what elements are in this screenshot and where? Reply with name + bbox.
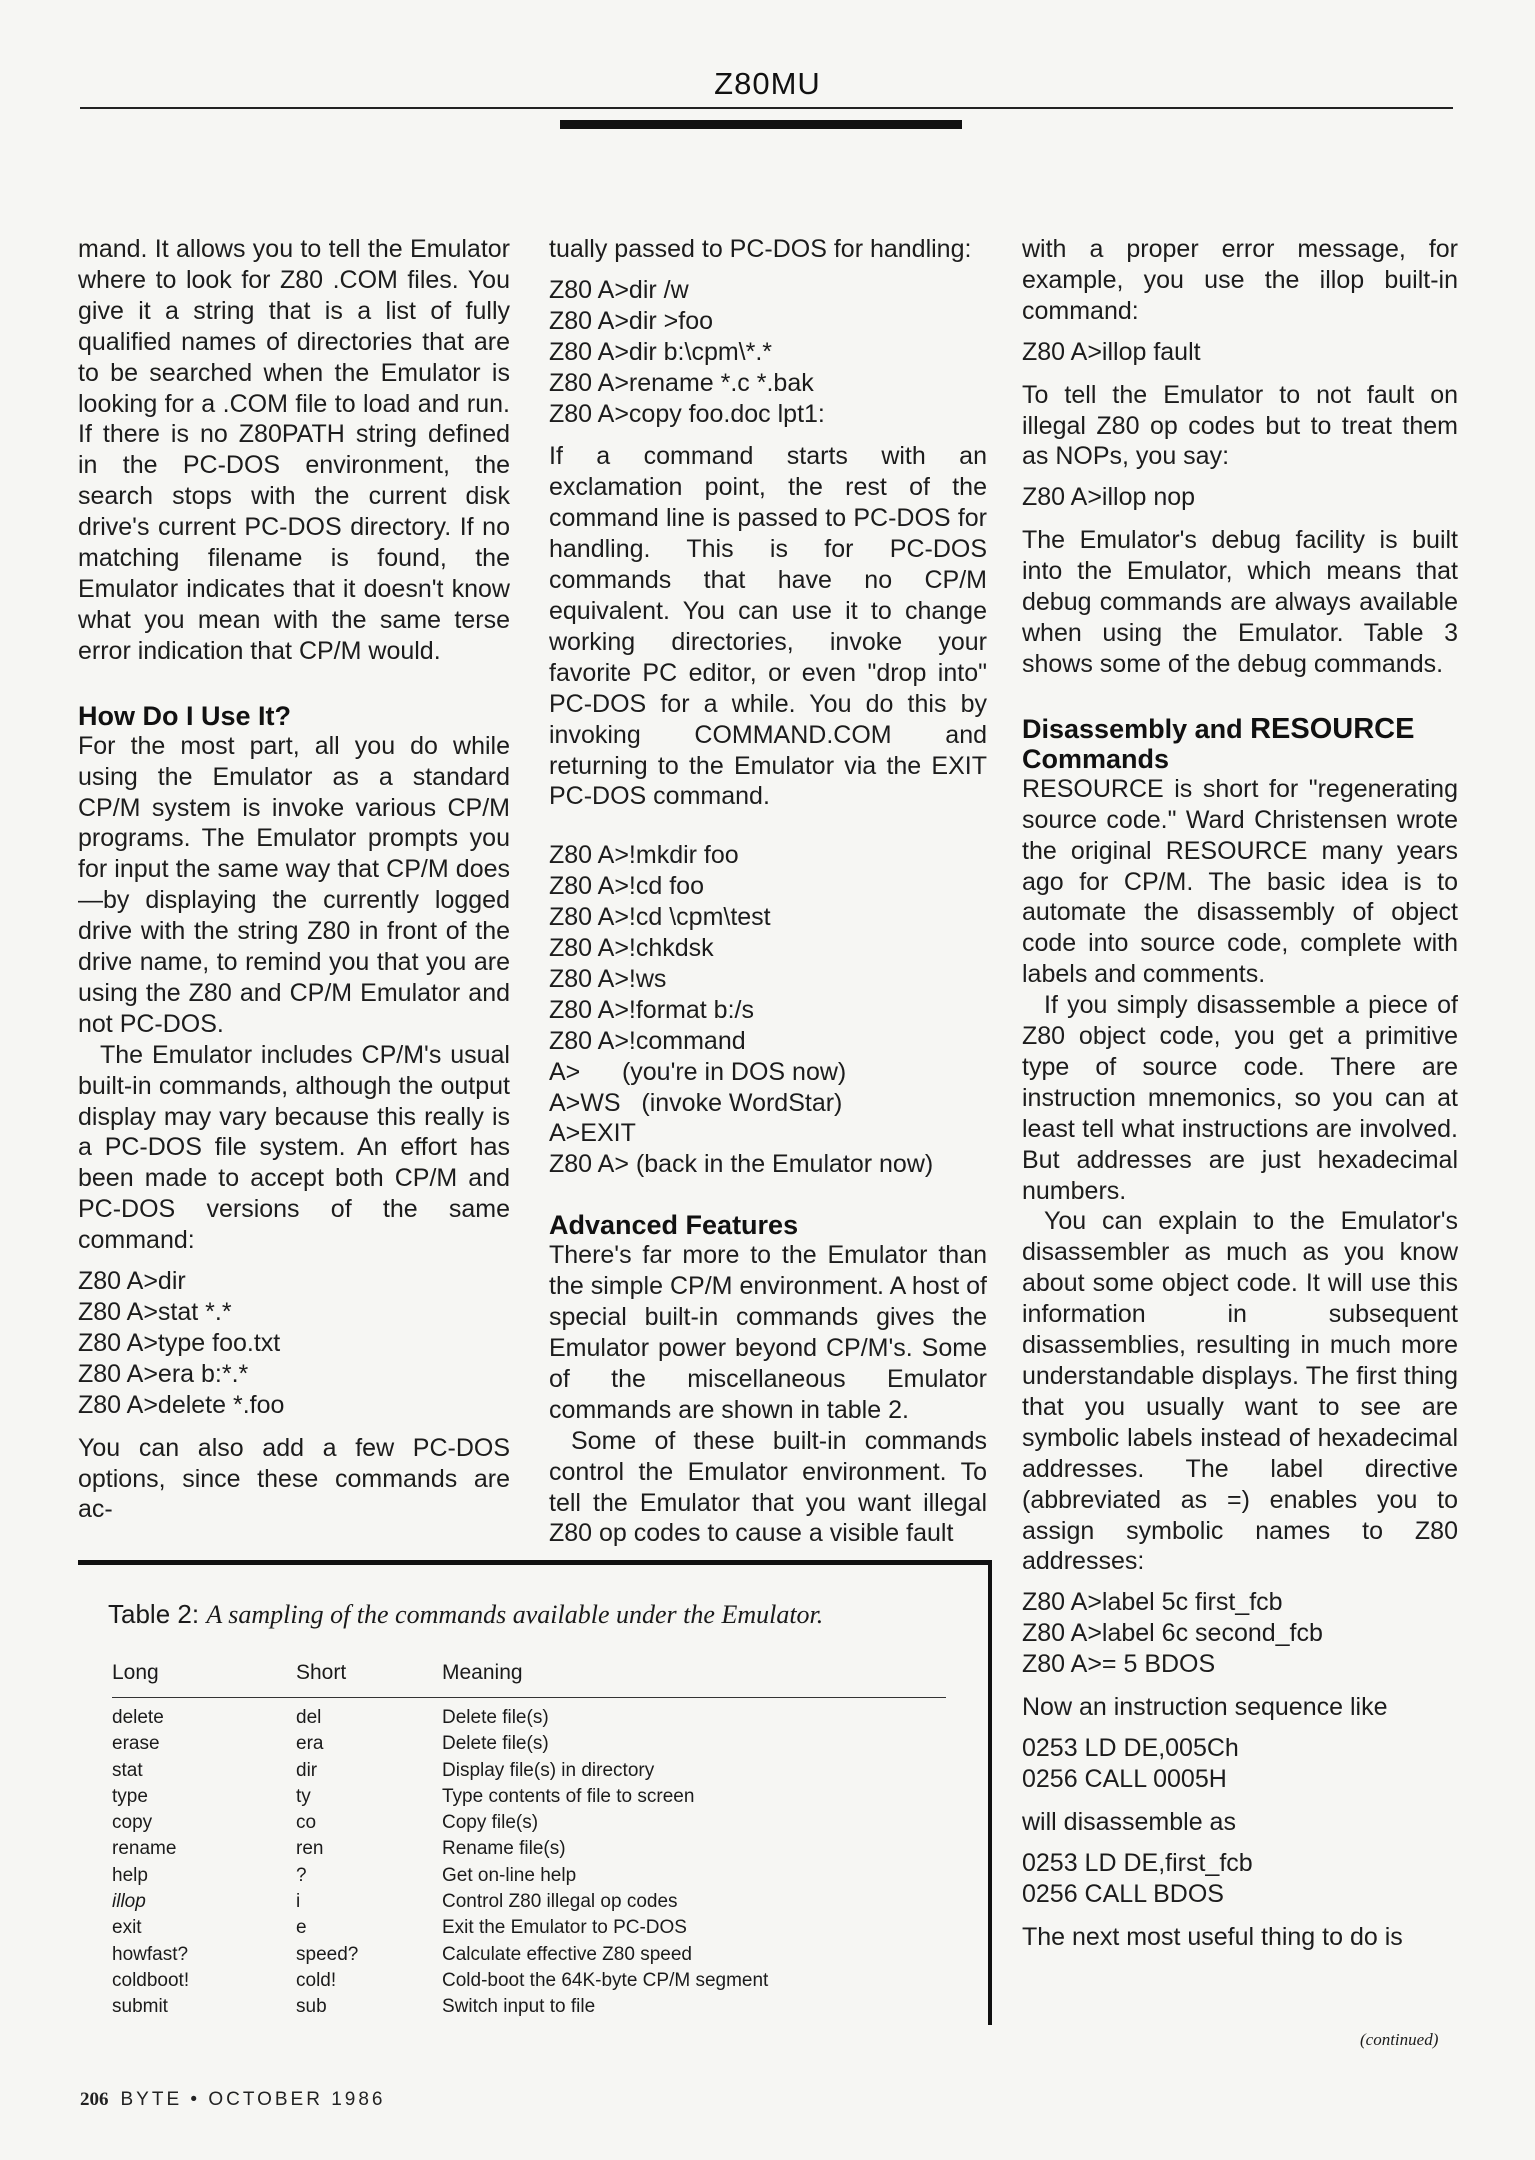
code-block xyxy=(1022,482,1458,513)
code-line: A>EXIT xyxy=(549,1119,636,1148)
paragraph: To tell the Emulator to not fault on illegal Z80 op codes but to treat them as NOPs, you say: xyxy=(1022,380,1458,471)
table-row xyxy=(112,1863,946,1889)
table-row xyxy=(112,1942,946,1968)
code-line: Z80 A>dir xyxy=(78,1267,186,1296)
paragraph: You can also add a few PC-DOS options, since these commands are ac- xyxy=(78,1433,510,1524)
publication-line: BYTE • OCTOBER 1986 xyxy=(120,2089,386,2110)
cell-long: howfast? xyxy=(112,1943,189,1965)
code-line: Z80 A>!command xyxy=(549,1026,746,1055)
code-line: Z80 A>= 5 BDOS xyxy=(1022,1650,1216,1679)
code-line: A> (you're in DOS now) xyxy=(549,1057,847,1086)
code-line: Z80 A>!ws xyxy=(549,964,667,993)
cell-short: ? xyxy=(296,1864,307,1886)
cell-meaning: Delete file(s) xyxy=(442,1733,549,1755)
code-line: Z80 A>dir /w xyxy=(549,275,689,304)
code-block xyxy=(1022,1587,1458,1680)
table-row xyxy=(112,1994,946,2020)
page-footer xyxy=(80,2089,386,2111)
paragraph: The Emulator includes CP/M's usual built-in commands, although the output display may vary because this really is a PC-DOS file system. An effort has been made to accept both CP/M and PC-DOS versions of the same command: xyxy=(78,1040,510,1255)
table-row xyxy=(112,1968,946,1994)
table-row xyxy=(112,1889,946,1915)
code-line: Z80 A>copy foo.doc lpt1: xyxy=(549,399,825,428)
paragraph: tually passed to PC-DOS for handling: xyxy=(549,235,972,263)
paragraph: If you simply disassemble a piece of Z80 object code, you get a primitive type of source code. There are instruction mnemonics, so you can at least tell what instructions are involved. But addresses are just hexadecimal numbers. xyxy=(1022,991,1458,1205)
paragraph: with a proper error message, for example, you use the illop built-in command: xyxy=(1022,235,1458,325)
cell-long: stat xyxy=(112,1759,143,1781)
code-line: Z80 A>illop nop xyxy=(1022,483,1196,512)
cell-short: speed? xyxy=(296,1943,359,1965)
cell-meaning: Copy file(s) xyxy=(442,1812,539,1834)
cell-meaning: Get on-line help xyxy=(442,1864,577,1886)
table-row xyxy=(112,1705,946,1731)
heading-part: Disassembly and xyxy=(1022,713,1251,744)
code-line: Z80 A>delete *.foo xyxy=(78,1390,285,1419)
header-rule xyxy=(80,107,1453,109)
code-line: 0256 CALL 0005H xyxy=(1022,1764,1227,1793)
paragraph: Now an instruction sequence like xyxy=(1022,1693,1388,1722)
cell-short: cold! xyxy=(296,1969,337,1991)
column-1 xyxy=(78,234,510,1525)
paragraph: The next most useful thing to do is xyxy=(1022,1922,1403,1951)
code-line: Z80 A>stat *.* xyxy=(78,1298,232,1326)
code-line: Z80 A>!format b:/s xyxy=(549,995,754,1024)
code-line: Z80 A>!chkdsk xyxy=(549,934,714,963)
paragraph: For the most part, all you do while using the Emulator as a standard CP/M system is invoke various CP/M programs. The Emulator prompts you for input the same way that CP/M does—by displaying the currently logged drive with the string Z80 in front of the drive name, to remind you that you are using the Z80 and CP/M Emulator and not PC-DOS. xyxy=(78,731,510,1038)
cell-meaning: Type contents of file to screen xyxy=(442,1785,695,1807)
section-heading: How Do I Use It? xyxy=(78,700,292,731)
section-heading: Advanced Features xyxy=(549,1210,799,1241)
paragraph: mand. It allows you to tell the Emulator where to look for Z80 .COM files. You give it a string that is a list of fully qualified names of directories that are to be searched when the Emulator is looking for a .COM file to load and run. If there is no Z80PATH string defined in the PC-DOS environment, the search stops with the current disk drive's current PC-DOS directory. If no matching filename is found, the Emulator indicates that it doesn't know what you mean with the same terse error indication that CP/M would. xyxy=(78,235,510,665)
cell-short: e xyxy=(296,1917,307,1939)
code-line: Z80 A>era b:*.* xyxy=(78,1359,249,1388)
code-line: Z80 A>label 6c second_fcb xyxy=(1022,1619,1323,1648)
table-row xyxy=(112,1836,946,1862)
cell-long: delete xyxy=(112,1707,164,1728)
code-line: Z80 A>type foo.txt xyxy=(78,1328,281,1357)
code-line: Z80 A>rename *.c *.bak xyxy=(549,368,814,397)
cell-meaning: Delete file(s) xyxy=(442,1707,549,1728)
code-line: 0253 LD DE,first_fcb xyxy=(1022,1848,1253,1877)
code-block xyxy=(78,1266,510,1421)
table-label: Table 2: xyxy=(108,1599,200,1629)
section-heading xyxy=(1022,714,1458,774)
cell-long: help xyxy=(112,1864,148,1886)
paragraph: will disassemble as xyxy=(1022,1807,1236,1836)
paragraph: If a command starts with an exclamation point, the rest of the command line is passed to PC-DOS for handling. This is for PC-DOS commands that have no CP/M equivalent. You can use it to change working directories, invoke your favorite PC editor, or even "drop into" PC-DOS for a while. You do this by invoking COMMAND.COM and returning to the Emulator via the EXIT PC-DOS command. xyxy=(549,442,987,811)
cell-short: dir xyxy=(296,1759,318,1781)
table-body xyxy=(112,1705,946,2021)
table-row xyxy=(112,1810,946,1836)
cell-meaning: Cold-boot the 64K-byte CP/M segment xyxy=(442,1969,769,1991)
table-2 xyxy=(78,1560,992,2025)
cell-short: ren xyxy=(296,1838,324,1860)
cell-long: exit xyxy=(112,1917,142,1939)
cell-short: co xyxy=(296,1812,317,1834)
code-block xyxy=(1022,337,1458,368)
running-header: Z80MU xyxy=(714,66,821,101)
column-3 xyxy=(1022,234,1458,1952)
paragraph: RESOURCE is short for "regenerating source code." Ward Christensen wrote the original RESOURCE many years ago for CP/M. The basic idea is to automate the disassembly of object code into source code, complete with labels and comments. xyxy=(1022,774,1458,989)
table-caption xyxy=(108,1599,823,1630)
continued-note: (continued) xyxy=(1360,2030,1439,2049)
table-header-row xyxy=(112,1661,946,1698)
header-long: Long xyxy=(112,1661,159,1684)
cell-meaning: Display file(s) in directory xyxy=(442,1759,655,1781)
cell-long: illop xyxy=(112,1891,146,1913)
paragraph: There's far more to the Emulator than the simple CP/M environment. A host of special built-in commands gives the Emulator power beyond CP/M's. Some of the miscellaneous Emulator commands are shown in table 2. xyxy=(549,1241,987,1424)
column-2 xyxy=(549,234,987,1549)
code-block xyxy=(549,840,987,1180)
header-bar xyxy=(560,120,962,129)
cell-short: del xyxy=(296,1707,322,1728)
code-block xyxy=(1022,1733,1458,1795)
paragraph: The Emulator's debug facility is built into the Emulator, which means that debug commands are always available when using the Emulator. Table 3 shows some of the debug commands. xyxy=(1022,526,1458,678)
cell-short: ty xyxy=(296,1785,311,1807)
code-line: Z80 A>!mkdir foo xyxy=(549,841,739,870)
table-caption-text: A sampling of the commands available under the Emulator. xyxy=(206,1600,824,1629)
cell-long: coldboot! xyxy=(112,1969,190,1991)
cell-short: sub xyxy=(296,1996,327,2018)
cell-short: era xyxy=(296,1733,324,1755)
cell-meaning: Calculate effective Z80 speed xyxy=(442,1943,692,1965)
code-line: Z80 A> (back in the Emulator now) xyxy=(549,1150,934,1179)
code-line: Z80 A>dir >foo xyxy=(549,306,714,335)
paragraph: You can explain to the Emulator's disassembler as much as you know about some object code. It will use this information in subsequent disassemblies, resulting in much more understandable displays. The first thing that you usually want to see are symbolic labels instead of hexadecimal addresses. The label directive (abbreviated as =) enables you to assign symbolic names to Z80 addresses: xyxy=(1022,1207,1458,1576)
cell-long: copy xyxy=(112,1812,153,1834)
table-row xyxy=(112,1731,946,1757)
code-line: Z80 A>illop fault xyxy=(1022,337,1201,366)
cell-long: erase xyxy=(112,1733,160,1755)
cell-meaning: Control Z80 illegal op codes xyxy=(442,1891,678,1913)
code-line: A>WS (invoke WordStar) xyxy=(549,1088,843,1117)
page-number: 206 xyxy=(80,2089,109,2110)
heading-part: RESOURCE xyxy=(1250,712,1415,745)
code-line: Z80 A>label 5c first_fcb xyxy=(1022,1588,1283,1617)
table-row xyxy=(112,1915,946,1941)
header-short: Short xyxy=(296,1661,347,1684)
paragraph: Some of these built-in commands control the Emulator environment. To tell the Emulator that you want illegal Z80 op codes to cause a visible fault xyxy=(549,1426,987,1548)
table-row xyxy=(112,1758,946,1784)
code-block xyxy=(1022,1848,1458,1910)
code-line: Z80 A>!cd \cpm\test xyxy=(549,903,771,932)
cell-long: rename xyxy=(112,1838,177,1860)
heading-part: Commands xyxy=(1022,743,1170,774)
code-line: 0253 LD DE,005Ch xyxy=(1022,1733,1239,1762)
cell-long: submit xyxy=(112,1996,168,2018)
code-block xyxy=(549,275,987,430)
table-row xyxy=(112,1784,946,1810)
cell-meaning: Switch input to file xyxy=(442,1996,596,2018)
code-line: Z80 A>!cd foo xyxy=(549,872,704,901)
code-line: Z80 A>dir b:\cpm\*.* xyxy=(549,337,773,366)
code-line: 0256 CALL BDOS xyxy=(1022,1879,1224,1908)
cell-meaning: Rename file(s) xyxy=(442,1838,566,1860)
cell-meaning: Exit the Emulator to PC-DOS xyxy=(442,1917,687,1939)
cell-long: type xyxy=(112,1785,148,1807)
header-meaning: Meaning xyxy=(442,1661,523,1684)
cell-short: i xyxy=(296,1891,301,1913)
